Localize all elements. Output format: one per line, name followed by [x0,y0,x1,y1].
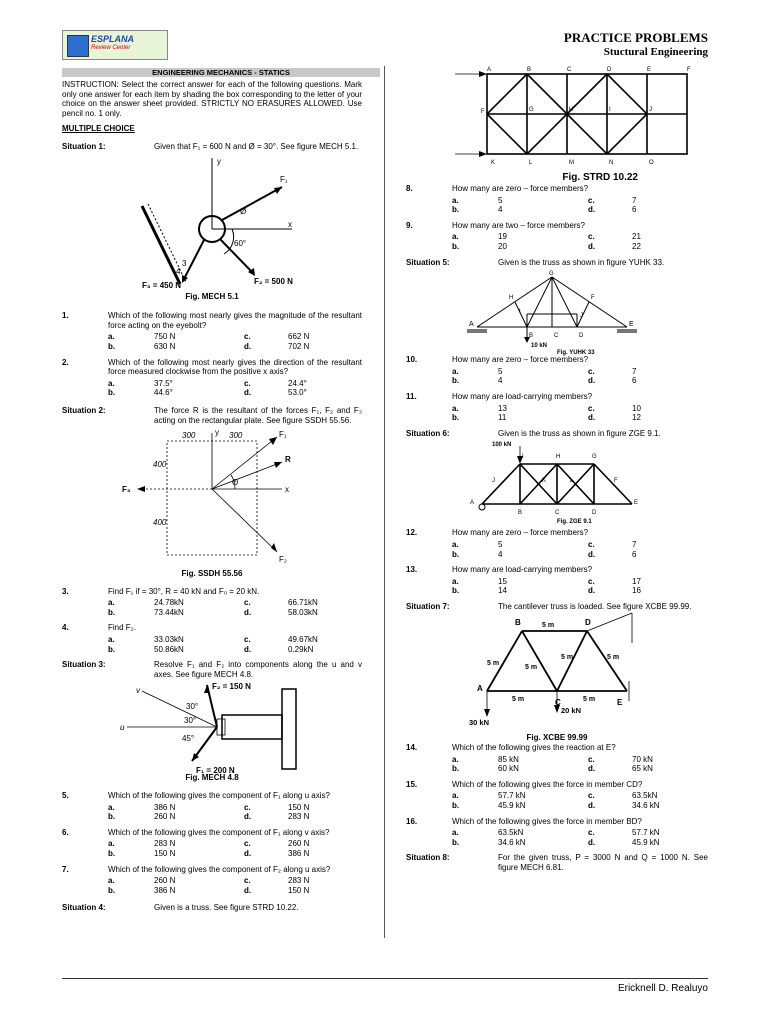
question-number: 7. [62,864,69,874]
fig3-angle-45: 45° [182,734,195,744]
option-b: 11 [498,413,507,423]
question-12: 12. How many are zero – force members? a. 5 c. 7 b. 4 d. 6 [406,528,708,559]
fig2-theta-label: Θ [232,478,239,488]
option-d: 386 N [288,849,310,858]
fig4-caption: Fig. STRD 10.22 [562,172,638,183]
option-d: 12 [632,413,641,423]
question-text: How many are load-carrying members? [452,391,593,401]
node-i: I [522,454,524,461]
option-a: 5 [498,195,503,205]
question-text: Which of the following gives the force in member CD? [452,779,643,789]
node-c: C [567,67,572,73]
question-number: 9. [406,220,413,230]
question-text: Which of the following most nearly gives the direction of the resultant force measured clockwise from the positive x axis? [108,357,362,377]
node-k: K [491,160,496,166]
option-c: 63.5kN [632,791,658,801]
figure-yuhk-33 [467,269,647,355]
fig2-dim-300-a: 300 [182,431,196,441]
question-number: 6. [62,827,69,837]
logo-cube-icon [67,35,89,57]
option-d: 283 N [288,812,310,822]
situation-label: Situation 6: [406,428,450,438]
option-d: 6 [632,376,637,386]
dim-bc: 5 m [525,664,538,672]
node-d: D [592,510,597,517]
question-number: 8. [406,184,413,193]
situation-1 [62,142,362,152]
question-16: 16. Which of the following gives the force in member BD? a. 63.5kN c. 57.7 kN b. 34.6 kN d. 45.9 kN [406,817,708,848]
option-c: 49.67kN [288,635,318,645]
situation-label: Situation 3: [62,660,106,670]
footer-author: Ericknell D. Realuyo [617,983,708,994]
question-6: 6. Which of the following gives the component of F₁ along v axis? a. 283 N c. 260 N b. 150 N d. 386 N [62,828,362,859]
figure-zge-9-1 [462,440,652,524]
node-a: A [469,321,474,329]
situation-label: Situation 4: [62,903,106,913]
question-text: Find F₂. [108,623,136,633]
option-a: 63.5kN [498,828,524,838]
node-c: C [555,510,560,517]
question-number: 5. [62,791,69,801]
question-number: 14. [406,743,418,753]
option-b: 73.44kN [154,607,184,617]
option-b: 4 [498,549,503,559]
question-text: Which of the following gives the component of F₁ along u axis? [108,791,330,801]
fig1-ratio-4: 4 [176,266,181,276]
question-number: 3. [62,586,69,596]
option-b: 4 [498,376,503,386]
figure-xcbe-99-99 [457,613,657,733]
logo [62,30,168,60]
fig3-angle-30a: 30° [186,702,199,712]
question-11: 11. How many are load-carrying members? a. 13 c. 10 b. 11 d. 12 [406,392,708,423]
question-number: 11. [406,391,417,401]
left-column [62,80,362,915]
option-a: 15 [498,576,507,586]
node-e: E [629,321,634,329]
node-h: H [509,295,514,302]
option-d: 6 [632,205,637,215]
node-b: B [527,67,532,73]
question-number: 15. [406,779,418,789]
fig5-caption: Fig. YUHK 33 [557,350,595,357]
figure-strd-10-22 [447,66,691,172]
option-a: 33.03kN [154,635,184,645]
option-b: 14 [498,586,507,596]
node-o: O [649,160,654,166]
option-d: 150 N [288,885,310,895]
question-15: 15. Which of the following gives the force in member CD? a. 57.7 kN c. 63.5kN b. 45.9 kN d. 34.6 kN [406,780,708,811]
option-b: 630 N [154,341,176,351]
option-c: 7 [632,539,637,549]
node-g: G [529,107,534,113]
question-number: 10. [406,355,418,365]
option-a: 13 [498,403,507,413]
node-e: E [634,500,639,507]
option-a: 283 N [154,839,176,849]
page-title: PRACTICE PROBLEMS [563,30,708,45]
situation-label: Situation 7: [406,601,450,611]
option-b: 34.6 kN [498,837,526,847]
option-d: 702 N [288,341,310,351]
question-9: 9. How many are two – force members? a. 19 c. 21 b. 20 d. 22 [406,221,708,252]
fig1-caption: Fig. MECH 5.1 [185,291,239,301]
dim-ac: 5 m [512,696,525,704]
situation-4 [62,903,362,913]
option-a: 85 kN [498,754,519,764]
fig6-load: 100 kN [492,442,512,449]
node-c: C [554,333,559,340]
question-number: 4. [62,623,69,633]
option-d: 6 [632,549,637,559]
node-b: B [529,333,534,340]
node-j: J [580,313,583,320]
header [564,30,708,59]
situation-label: Situation 8: [406,853,450,863]
situation-label: Situation 1: [62,141,106,151]
situation-label: Situation 2: [62,405,106,415]
situation-text: Given is the truss as shown in figure ZGE 9.1. [498,428,661,438]
dim-ce: 5 m [583,696,596,704]
node-g: G [549,271,554,278]
node-d: D [579,333,584,340]
fig1-y-label: y [217,156,221,166]
node-m: M [569,160,574,166]
option-a: 24.78kN [154,598,184,608]
mc-heading: MULTIPLE CHOICE [62,124,135,134]
figure-mech-5-1 [122,154,302,292]
fig2-y-label: y [215,428,219,438]
situation-3 [62,660,362,679]
option-a: 57.7 kN [498,791,526,801]
node-e: E [647,67,652,73]
fig2-f2-label: F₂ [279,555,287,565]
option-d: 65 kN [632,764,653,774]
fig1-f3-label: F₃ = 450 N [142,280,182,290]
question-text: Which of the following gives the reaction at E? [452,743,616,753]
fig2-caption: Fig. SSDH 55.56 [181,569,243,579]
question-text: Which of the following gives the component of F₂ along u axis? [108,864,331,874]
page-subtitle: Stuctural Engineering [603,45,708,58]
situation-6 [406,429,708,439]
option-a: 37.5° [154,378,173,388]
option-c: 70 kN [632,754,653,764]
option-c: 260 N [288,839,310,849]
footer-divider [62,978,708,979]
fig5-load: 10 kN [531,343,548,350]
fig2-f3-label: F₃ [122,485,131,495]
logo-text: ESPLANA [91,34,135,44]
option-c: 24.4° [288,378,307,388]
fig3-f1-label: F₁ = 200 N [196,766,235,776]
fig3-f2-label: F₂ = 150 N [212,682,251,692]
question-number: 1. [62,311,69,321]
option-d: 45.9 kN [632,837,660,847]
option-c: 150 N [288,802,310,812]
question-text: How many are zero – force members? [452,528,589,538]
situation-2 [62,406,362,425]
node-n: N [609,160,614,166]
fig1-f2-label: F₂ = 500 N [254,276,293,286]
node-a: A [470,500,475,507]
load-30kn: 30 kN [469,718,490,728]
fig1-phi-label: Ø [240,206,247,216]
option-b: 45.9 kN [498,801,526,811]
situation-text: The force R is the resultant of the forces F₁, F₂ and F₃ acting on the rectangular plate. See figure SSDH 55.56. [154,405,362,425]
fig2-x-label: x [285,485,289,495]
fig3-angle-30b: 30° [184,716,197,726]
question-8: 8. How many are zero – force members? a. 5 c. 7 b. 4 d. 6 [406,184,708,215]
column-divider [384,66,385,938]
node-b: B [518,510,523,517]
load-20kn: 20 kN [561,706,582,716]
question-3: 3. Find F₁ if = 30°, R = 40 kN and F₀ = 20 kN. a. 24.78kN c. 66.71kN b. 73.44kN d. 58.03kN [62,587,362,618]
option-b: 260 N [154,812,176,822]
option-b: 60 kN [498,764,519,774]
node-j: J [492,478,495,485]
logo-subtext: Review Center [91,45,131,51]
situation-text: The cantilever truss is loaded. See figure XCBE 99.99. [498,601,692,611]
fig2-dim-400-a: 400 [153,460,167,470]
option-d: 0.29kN [288,644,314,654]
option-b: 4 [498,205,503,215]
option-a: 386 N [154,802,176,812]
option-a: 5 [498,366,503,376]
situation-5 [406,258,708,268]
node-e: E [617,698,623,708]
node-c: C [555,698,561,708]
node-a: A [487,67,492,73]
node-l: L [570,478,574,485]
node-k: K [542,478,547,485]
fig2-f1-label: F₁ [279,430,287,440]
fig1-f1-label: F₁ [280,174,288,184]
option-a: 5 [498,539,503,549]
question-1: 1. Which of the following most nearly gives the magnitude of the resultant force acting on the eyebolt? a. 750 N c. 662 N b. 630 N d. 702 N [62,311,362,351]
node-d: D [607,67,612,73]
option-d: 22 [632,241,641,251]
option-a: 260 N [154,876,176,886]
option-b: 44.6° [154,388,173,398]
situation-text: Resolve F₁ and F₂ into components along the u and v axes. See figure MECH 4.8. [154,660,362,679]
node-b: B [515,618,521,628]
question-text: How many are load-carrying members? [452,565,593,575]
question-7: 7. Which of the following gives the component of F₂ along u axis? a. 260 N c. 283 N b. 386 N d. 150 N [62,865,362,896]
situation-8 [406,853,708,872]
option-c: 17 [632,576,641,586]
situation-7 [406,602,708,612]
node-h: H [556,454,561,461]
question-text: Find F₁ if = 30°, R = 40 kN and F₀ = 20 kN. [108,586,260,596]
question-10: 10. How many are zero – force members? a. 5 c. 7 b. 4 d. 6 [406,355,708,386]
figure-mech-4-8 [112,681,312,777]
instruction-text: INSTRUCTION: Select the correct answer for each of the following questions. Mark only one answer for each item by shading the box corresponding to the letter of your choice on the answer sheet provided. STRICTLY NO ERASURES ALLOWED. Use pencil no. 1 only. [62,80,362,118]
question-text: How many are two – force members? [452,220,585,230]
question-text: How many are zero – force members? [452,184,589,193]
node-i: I [519,309,521,316]
question-number: 2. [62,357,69,367]
situation-text: Given is the truss as shown in figure YUHK 33. [498,257,665,267]
fig7-caption: Fig. XCBE 99.99 [526,733,588,743]
right-column [406,66,708,875]
option-d: 58.03kN [288,607,318,617]
question-13: 13. How many are load-carrying members? a. 15 c. 17 b. 14 d. 16 [406,565,708,596]
question-text: How many are zero – force members? [452,355,589,365]
option-b: 386 N [154,885,176,895]
node-f: F [591,295,595,302]
question-14: 14. Which of the following gives the reaction at E? a. 85 kN c. 70 kN b. 60 kN d. 65 kN [406,743,708,774]
option-c: 10 [632,403,641,413]
option-c: 7 [632,366,637,376]
option-b: 150 N [154,849,176,858]
situation-text: Given is a truss. See figure STRD 10.22. [154,903,299,913]
question-4: 4. Find F₂. a. 33.03kN c. 49.67kN b. 50.86kN d. 0.29kN [62,623,362,654]
fig1-angle-label: 60° [234,238,247,248]
question-5: 5. Which of the following gives the component of F₁ along u axis? a. 386 N c. 150 N b. 260 N d. 283 N [62,791,362,822]
option-c: 66.71kN [288,598,318,608]
node-f: F [687,67,691,73]
node-h: H [569,107,574,113]
question-text: Which of the following most nearly gives the magnitude of the resultant force acting on the eyebolt? [108,311,362,330]
option-c: 662 N [288,332,310,342]
option-c: 57.7 kN [632,828,660,838]
dim-ab: 5 m [487,660,500,668]
option-d: 34.6 kN [632,801,660,811]
situation-text: Given that F₁ = 600 N and Ø = 30°. See figure MECH 5.1. [154,141,359,151]
fig6-caption: Fig. ZGE 9.1 [557,519,592,526]
fig2-r-label: R [285,455,291,465]
fig1-x-label: x [288,219,292,229]
question-number: 16. [406,816,418,826]
dim-bd: 5 m [542,622,555,630]
option-a: 750 N [154,332,176,342]
option-d: 53.0° [288,388,307,398]
node-g: G [592,454,597,461]
option-c: 21 [632,232,641,242]
question-text: Which of the following gives the component of F₁ along v axis? [108,827,330,837]
node-i: I [609,107,611,113]
question-2: 2. Which of the following most nearly gives the direction of the resultant force measured clockwise from the positive x axis? a. 37.5° c. 24.4° b. 44.6° d. 53.0° [62,358,362,398]
node-j: J [649,107,652,113]
situation-label: Situation 5: [406,257,450,267]
option-a: 19 [498,232,507,242]
option-c: 283 N [288,876,310,886]
fig3-caption: Fig. MECH 4.8 [185,773,239,783]
figure-ssdh-55-56 [117,427,307,569]
question-number: 13. [406,565,418,575]
fig1-ratio-3: 3 [182,258,187,268]
node-d: D [585,618,591,628]
fig2-dim-400-b: 400 [153,518,167,528]
node-a: A [477,684,483,694]
fig3-v-label: v [136,686,140,696]
section-title: ENGINEERING MECHANICS - STATICS [62,68,380,77]
node-f-mid: F [481,109,485,115]
option-d: 16 [632,586,641,596]
option-b: 50.86kN [154,644,184,654]
option-c: 7 [632,195,637,205]
dim-de: 5 m [607,654,620,662]
question-text: Which of the following gives the force in member BD? [452,816,642,826]
dim-cd: 5 m [561,654,574,662]
situation-text: For the given truss, P = 3000 N and Q = 1000 N. See figure MECH 6.81. [498,853,708,872]
node-l: L [529,160,533,166]
fig3-u-label: u [120,723,125,733]
option-b: 20 [498,241,507,251]
question-number: 12. [406,528,418,538]
fig2-dim-300-b: 300 [229,431,243,441]
node-f: F [614,478,618,485]
